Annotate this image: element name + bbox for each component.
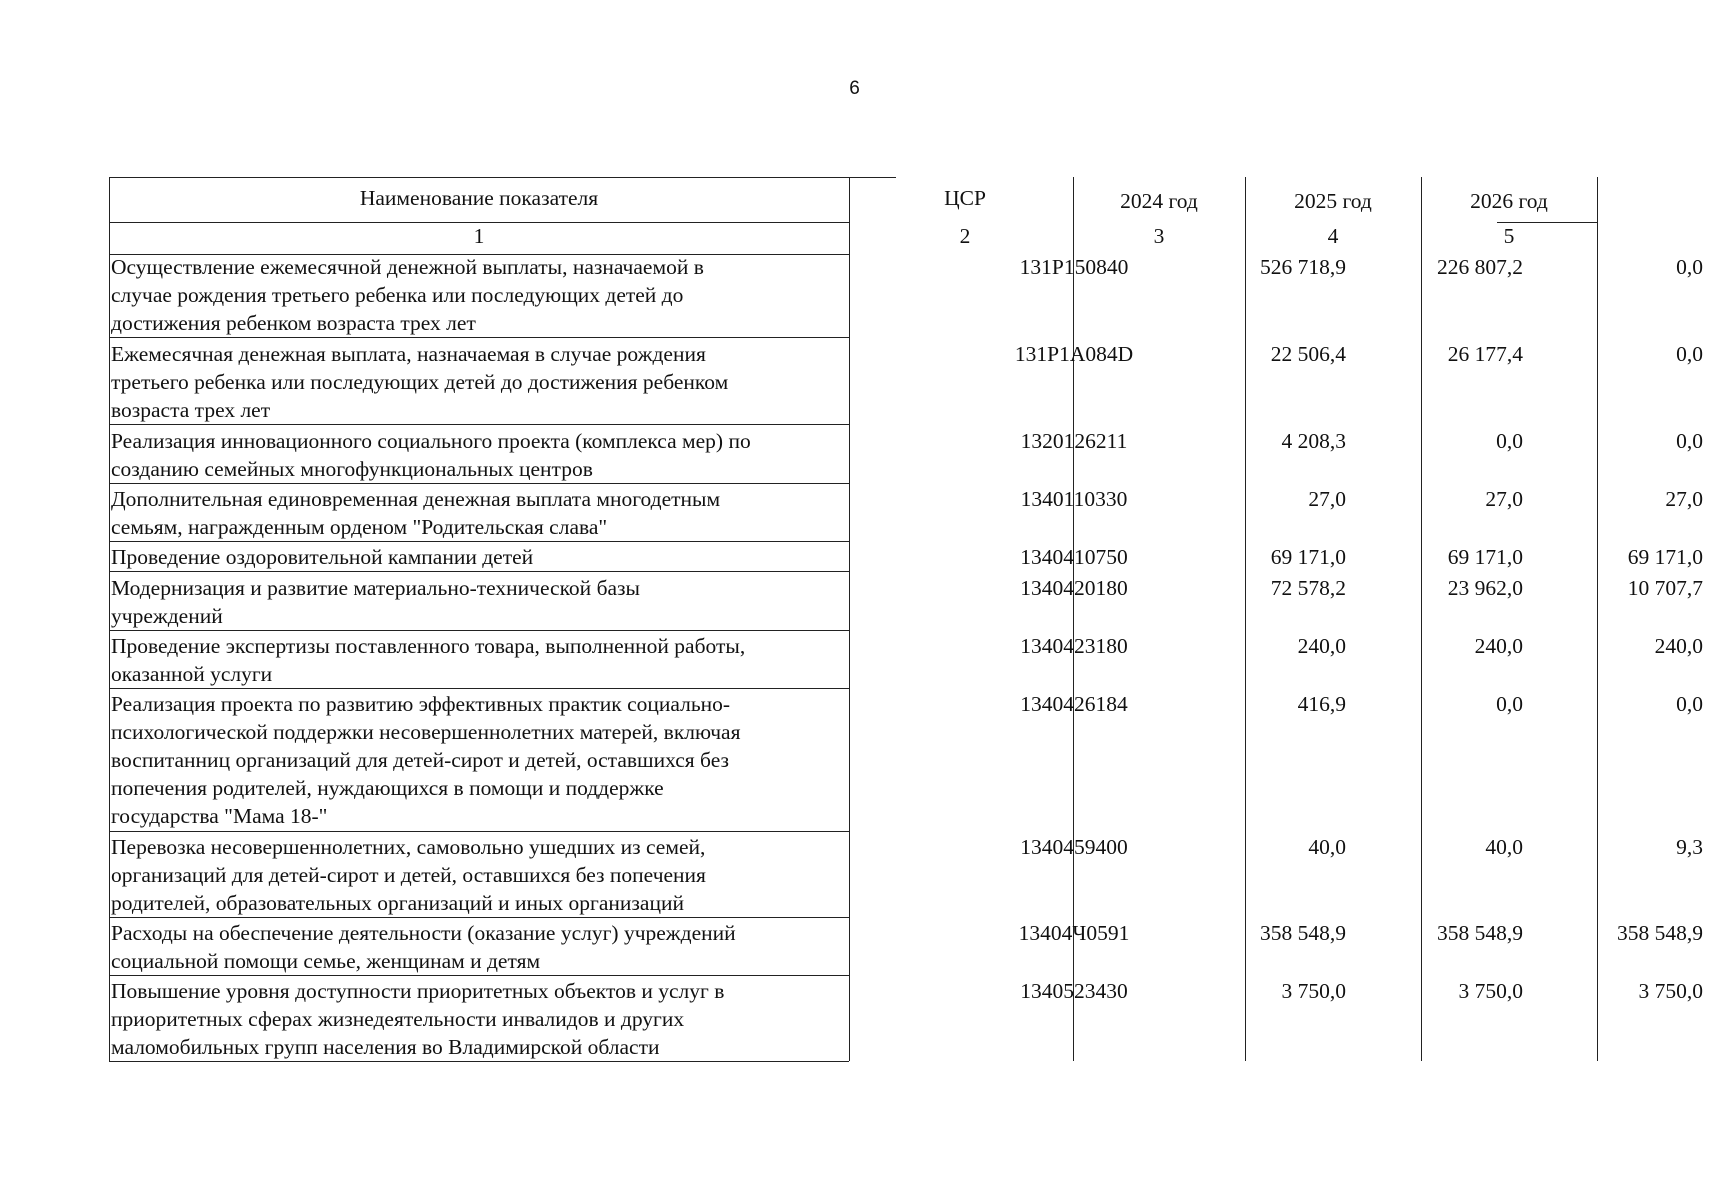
column-number-5: 5 [1503,224,1515,248]
row-value-2025: 69 171,0 [1447,545,1523,569]
row-code: 1340420180 [1020,576,1128,600]
row-value-2025: 226 807,2 [1437,255,1523,279]
row-value-2024: 22 506,4 [1270,342,1346,366]
row-separator [109,424,849,425]
row-value-2026: 69 171,0 [1627,545,1703,569]
column-number-2: 2 [959,224,971,248]
row-separator [109,831,849,832]
row-name: Расходы на обеспечение деятельности (оказание услуг) учреждений социальной помощи семье, женщинам и детям [111,921,736,973]
page-number: 6 [849,78,860,99]
row-value-2025: 26 177,4 [1447,342,1523,366]
row-value-2024: 27,0 [1308,487,1346,511]
row-name: Реализация инновационного социального проекта (комплекса мер) по созданию семейных многофункциональных центров [111,429,751,481]
row-value-2024: 40,0 [1308,835,1346,859]
row-code: 1340523430 [1020,979,1128,1003]
row-name: Проведение экспертизы поставленного товара, выполненной работы, оказанной услуги [111,634,746,686]
row-value-2026: 9,3 [1676,835,1703,859]
row-value-2025: 358 548,9 [1437,921,1523,945]
table-bottom-border [109,1061,849,1062]
row-value-2025: 240,0 [1474,634,1523,658]
row-code: 1340426184 [1020,692,1128,716]
row-value-2026: 0,0 [1676,342,1703,366]
row-name: Осуществление ежемесячной денежной выплаты, назначаемой в случае рождения третьего ребенка или последующих детей до достижения ребенком возраста трех лет [111,255,704,335]
row-separator [109,688,849,689]
row-separator [109,975,849,976]
row-value-2025: 0,0 [1496,692,1523,716]
row-code: 131P150840 [1019,255,1129,279]
row-name: Проведение оздоровительной кампании детей [111,545,534,569]
row-code: 13404Ч0591 [1018,921,1130,945]
row-code: 1340423180 [1020,634,1128,658]
header-name: Наименование показателя [359,186,599,210]
row-separator [109,483,849,484]
header-2024: 2024 год [1120,189,1198,213]
row-value-2026: 0,0 [1676,429,1703,453]
row-code: 131P1A084D [1014,342,1134,366]
row-code: 1320126211 [1020,429,1128,453]
header-underline [109,222,849,223]
row-value-2024: 4 208,3 [1281,429,1346,453]
row-value-2025: 40,0 [1485,835,1523,859]
column-number-4: 4 [1327,224,1339,248]
row-value-2026: 240,0 [1654,634,1703,658]
row-value-2025: 0,0 [1496,429,1523,453]
row-value-2024: 69 171,0 [1270,545,1346,569]
row-value-2026: 27,0 [1665,487,1703,511]
header-code: ЦСР [944,186,986,210]
row-separator [109,337,849,338]
table-top-border [109,177,896,178]
row-code: 1340459400 [1020,835,1128,859]
row-name: Реализация проекта по развитию эффективных практик социально- психологической поддержки несовершеннолетних матерей, включая воспитанниц организаций для детей-сирот и детей, оставшихся без попечения родителей, нуждающихся в помощи и поддержке государства "Мама 18-" [111,692,741,828]
row-name: Перевозка несовершеннолетних, самовольно ушедших из семей, организаций для детей-сирот и детей, оставшихся без попечения родителей, образовательных организаций и иных организаций [111,835,706,915]
row-value-2026: 0,0 [1676,255,1703,279]
row-value-2024: 72 578,2 [1270,576,1346,600]
row-value-2025: 27,0 [1485,487,1523,511]
row-name: Ежемесячная денежная выплата, назначаемая в случае рождения третьего ребенка или последующих детей до достижения ребенком возраста трех лет [111,342,729,422]
row-value-2026: 10 707,7 [1627,576,1703,600]
row-separator [109,917,849,918]
row-separator [109,541,849,542]
column-number-1: 1 [473,224,485,248]
row-name: Дополнительная единовременная денежная выплата многодетным семьям, награжденным орденом "Родительская слава" [111,487,721,539]
row-code: 1340110330 [1020,487,1128,511]
row-value-2025: 23 962,0 [1447,576,1523,600]
column-number-3: 3 [1153,224,1165,248]
row-separator [109,630,849,631]
row-separator [109,571,849,572]
row-value-2026: 0,0 [1676,692,1703,716]
table-left-border [109,177,110,1061]
row-value-2024: 3 750,0 [1281,979,1346,1003]
row-value-2024: 358 548,9 [1260,921,1346,945]
row-value-2024: 240,0 [1297,634,1346,658]
row-name: Повышение уровня доступности приоритетных объектов и услуг в приоритетных сферах жизнедеятельности инвалидов и других маломобильных групп населения во Владимирской области [111,979,725,1059]
row-value-2024: 526 718,9 [1260,255,1346,279]
header-2026: 2026 год [1470,189,1548,213]
row-value-2026: 358 548,9 [1617,921,1703,945]
row-value-2026: 3 750,0 [1638,979,1703,1003]
row-value-2024: 416,9 [1297,692,1346,716]
row-value-2025: 3 750,0 [1458,979,1523,1003]
row-code: 1340410750 [1020,545,1128,569]
header-underline-2026 [1497,222,1597,223]
row-name: Модернизация и развитие материально-технической базы учреждений [111,576,640,628]
header-2025: 2025 год [1294,189,1372,213]
